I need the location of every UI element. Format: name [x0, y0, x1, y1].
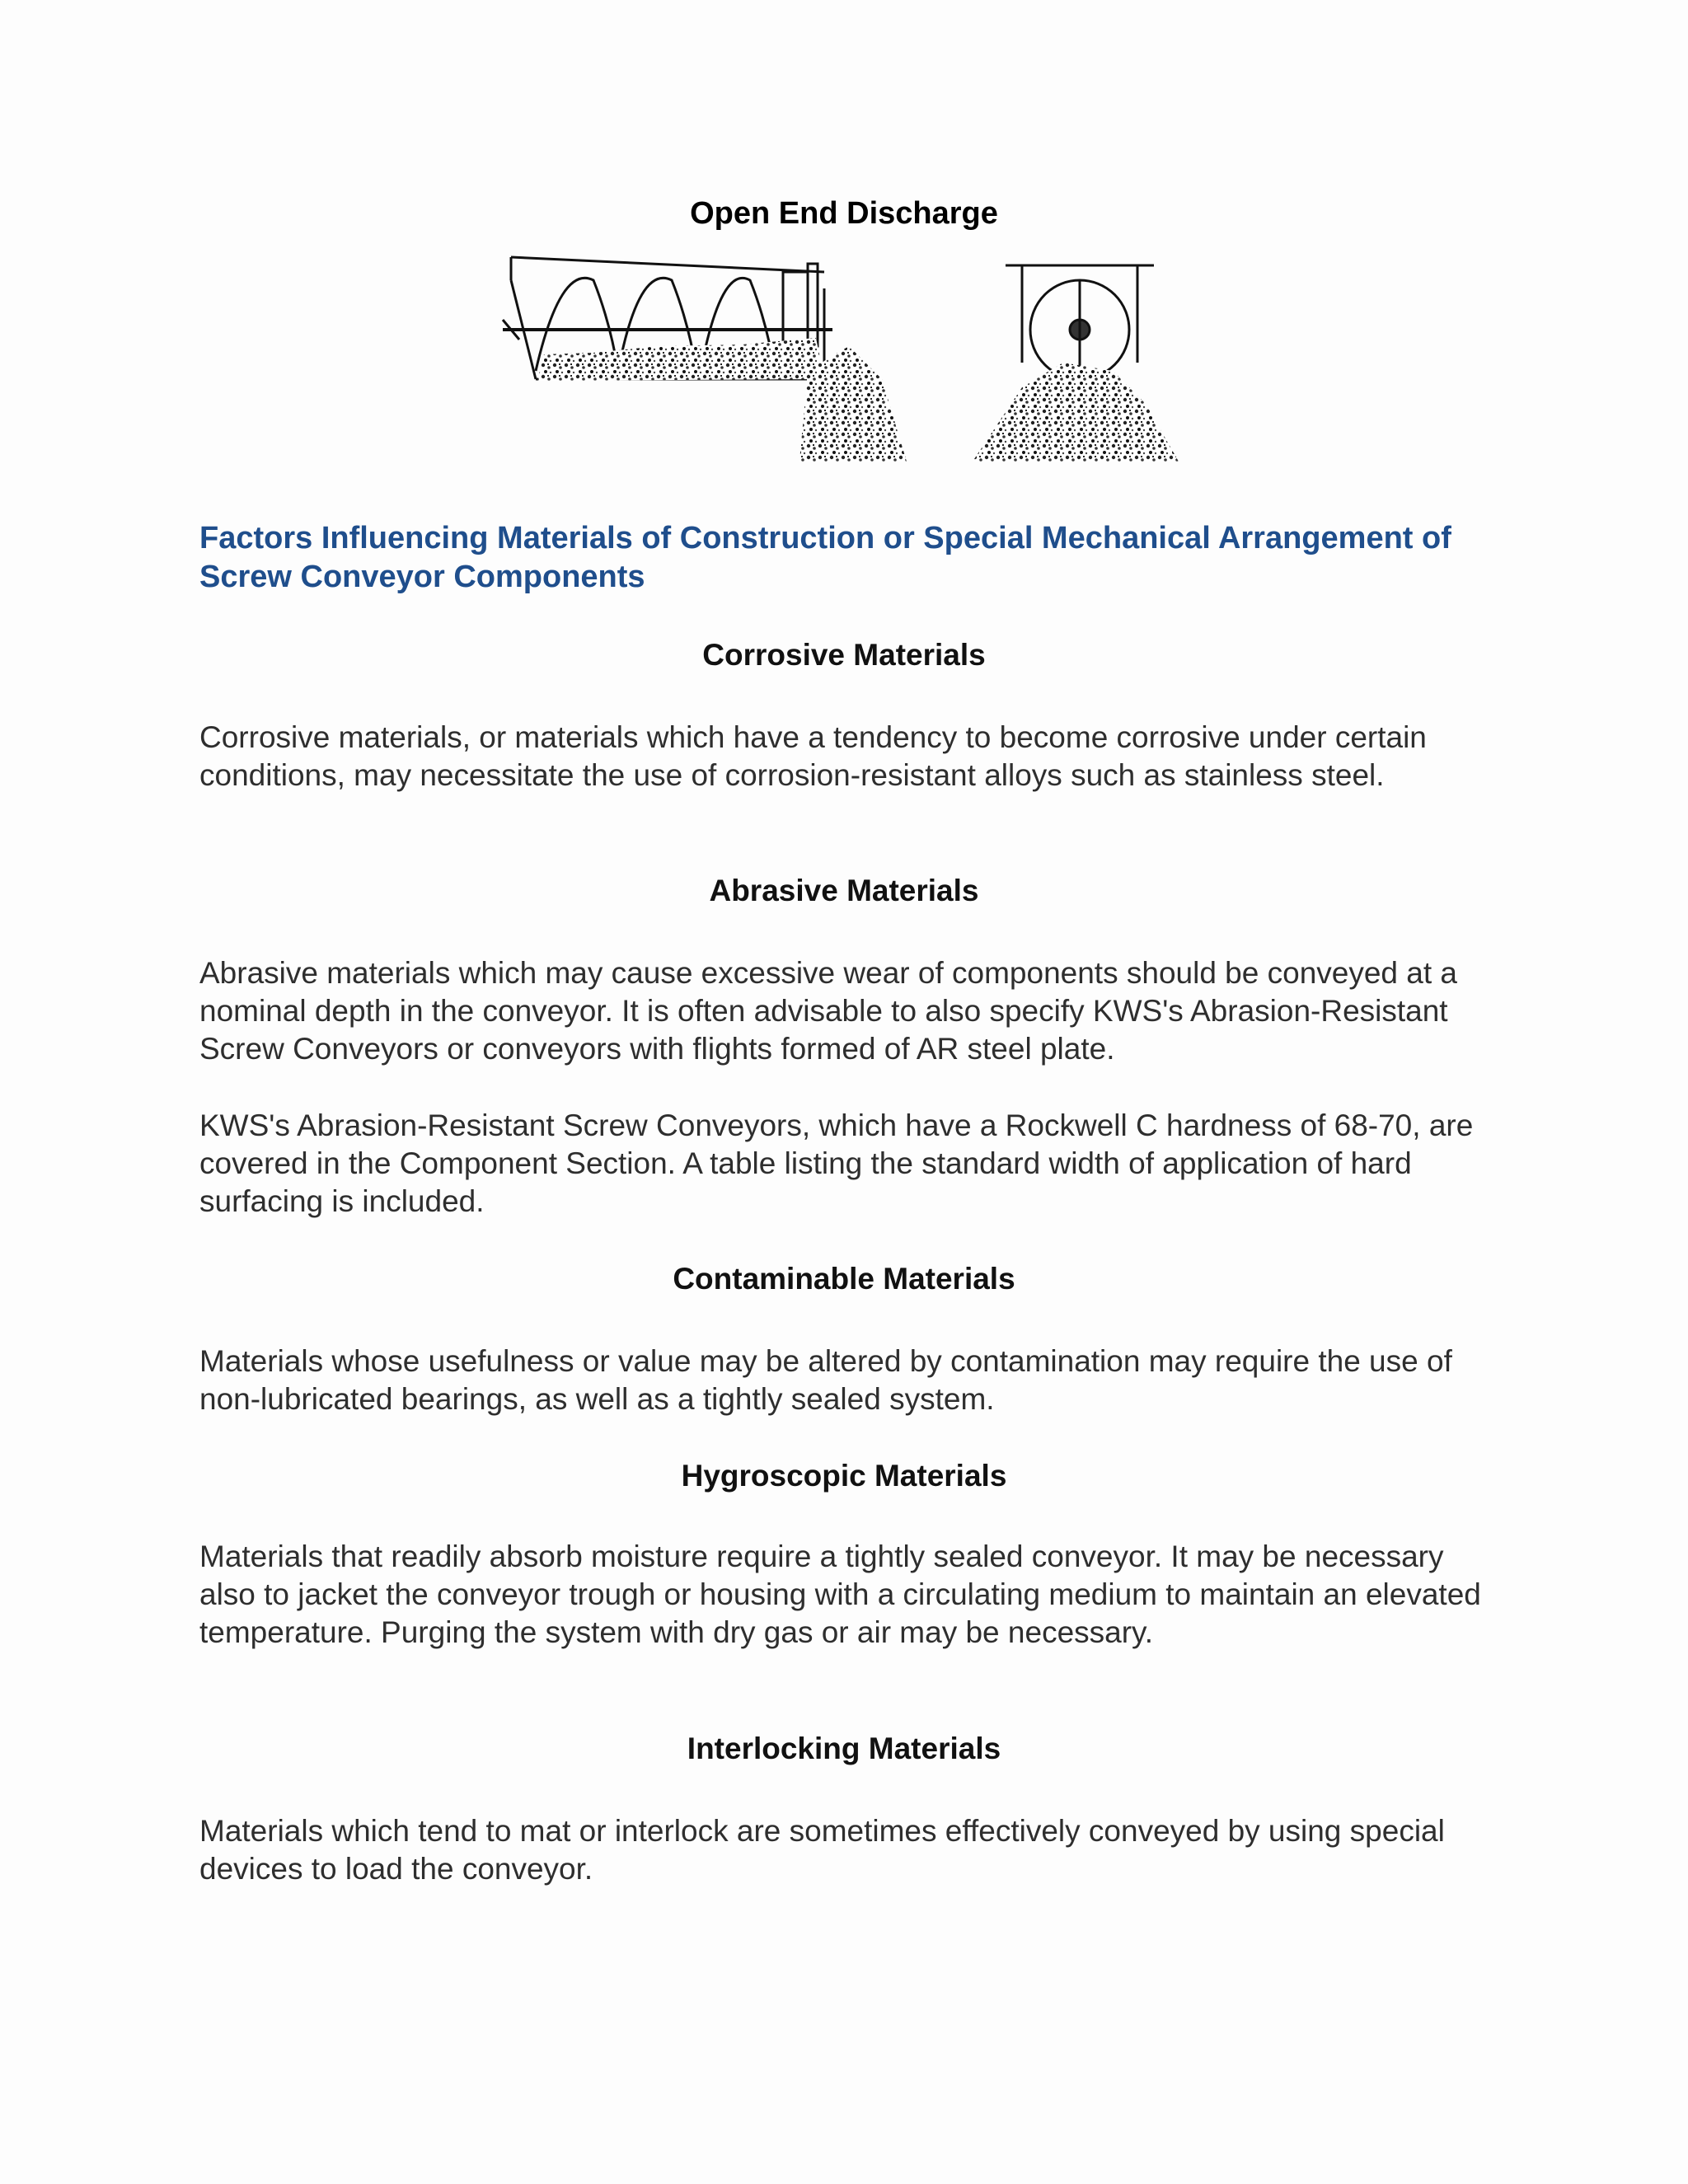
section-heading: Factors Influencing Materials of Construction or Special Mechanical Arrangement of Screw Conveyor Components	[199, 521, 1451, 594]
paragraph-corrosive: Corrosive materials, or materials which have a tendency to become corrosive under certain conditions, may necessitate the use of corrosion-resistant alloys such as stainless steel.	[199, 720, 1427, 792]
figure-title: Open End Discharge	[690, 196, 998, 231]
paragraph-hygroscopic: Materials that readily absorb moisture require a tightly sealed conveyor. It may be necessary also to jacket the conveyor trough or housing with a circulating medium to maintain an elevated temperature. Purging the system with dry gas or air may be necessary.	[199, 1540, 1481, 1649]
open-end-discharge-illustration	[495, 247, 1220, 462]
paragraph-abrasive-1: Abrasive materials which may cause excessive wear of components should be conveyed at a nominal depth in the conveyor. It is often advisable to also specify KWS's Abrasion-Resistant Screw Conveyors or conveyors with flights formed of AR steel plate.	[199, 956, 1457, 1066]
side-view	[503, 257, 907, 462]
heading-contaminable-materials: Contaminable Materials	[673, 1262, 1015, 1296]
paragraph-contaminable: Materials whose usefulness or value may be altered by contamination may require the use of non-lubricated bearings, as well as a tightly sealed system.	[199, 1344, 1452, 1416]
heading-corrosive-materials: Corrosive Materials	[702, 638, 986, 672]
paragraph-interlocking: Materials which tend to mat or interlock are sometimes effectively conveyed by using special devices to load the conveyor.	[199, 1814, 1445, 1886]
heading-interlocking-materials: Interlocking Materials	[687, 1732, 1001, 1765]
heading-hygroscopic-materials: Hygroscopic Materials	[681, 1459, 1007, 1493]
end-view	[973, 265, 1179, 462]
heading-abrasive-materials: Abrasive Materials	[709, 874, 979, 907]
paragraph-abrasive-2: KWS's Abrasion-Resistant Screw Conveyors, which have a Rockwell C hardness of 68-70, are covered in the Component Section. A table listing the standard width of application of hard surfacing is included.	[199, 1108, 1474, 1218]
